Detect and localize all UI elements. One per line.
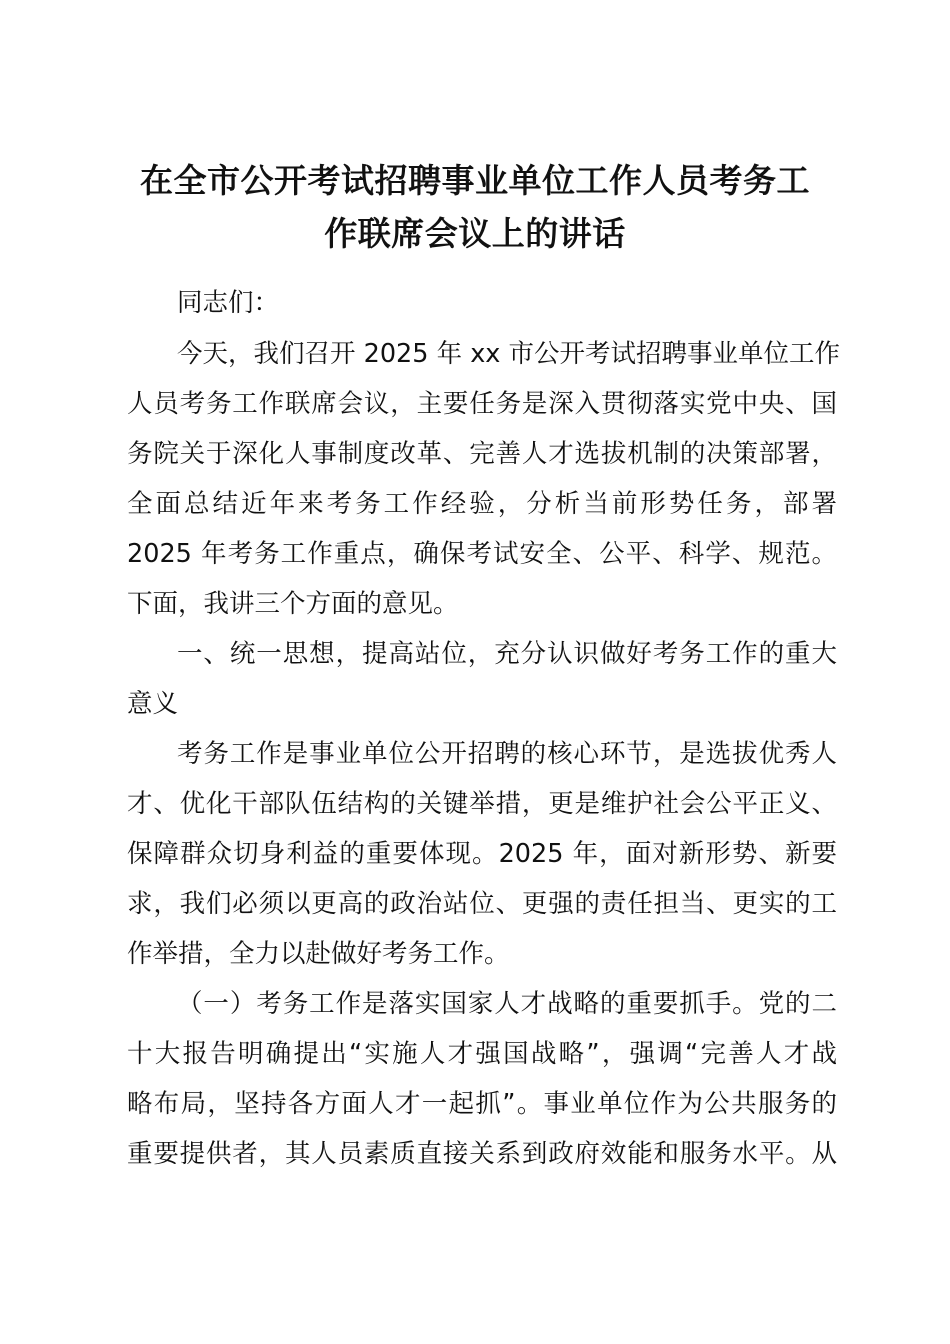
section-heading-line: 意义	[127, 689, 179, 719]
paragraph-line: （一）考务工作是落实国家人才战略的重要抓手。党的二	[177, 989, 837, 1019]
paragraph-line: 略布局，坚持各方面人才一起抓”。事业单位作为公共服务的	[127, 1089, 837, 1119]
document-title-line-2: 作联席会议上的讲话	[324, 214, 626, 253]
paragraph-line: 考务工作是事业单位公开招聘的核心环节，是选拔优秀人	[177, 739, 837, 769]
paragraph-line: 重要提供者，其人员素质直接关系到政府效能和服务水平。从	[127, 1139, 837, 1169]
paragraph-line: 人员考务工作联席会议，主要任务是深入贯彻落实党中央、国	[127, 389, 837, 419]
paragraph-line: 务院关于深化人事制度改革、完善人才选拔机制的决策部署，	[127, 439, 837, 469]
paragraph-line: 保障群众切身利益的重要体现。2025 年，面对新形势、新要	[127, 839, 837, 869]
paragraph-line: 作举措，全力以赴做好考务工作。	[127, 939, 510, 969]
paragraph-line: 今天，我们召开 2025 年 xx 市公开考试招聘事业单位工作	[177, 339, 841, 369]
paragraph-line: 下面，我讲三个方面的意见。	[127, 589, 459, 619]
salutation: 同志们：	[177, 288, 280, 318]
paragraph-line: 才、优化干部队伍结构的关键举措，更是维护社会公平正义、	[127, 789, 837, 819]
paragraph-line: 2025 年考务工作重点，确保考试安全、公平、科学、规范。	[127, 539, 837, 569]
section-heading-line: 一、统一思想，提高站位，充分认识做好考务工作的重大	[177, 639, 837, 669]
paragraph-line: 求，我们必须以更高的政治站位、更强的责任担当、更实的工	[127, 889, 837, 919]
paragraph-line: 十大报告明确提出“实施人才强国战略”，强调“完善人才战	[127, 1039, 837, 1069]
paragraph-line: 全面总结近年来考务工作经验，分析当前形势任务，部署	[127, 489, 837, 519]
document-title-line-1: 在全市公开考试招聘事业单位工作人员考务工	[140, 161, 810, 200]
